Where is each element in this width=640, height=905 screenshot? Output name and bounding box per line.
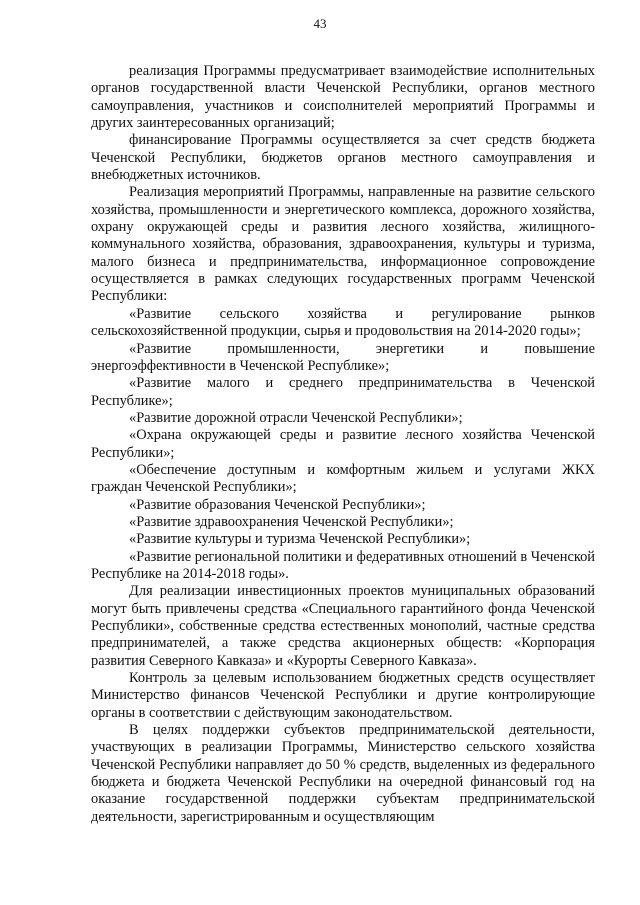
paragraph-program-interaction: реализация Программы предусматривает взаимодействие исполнительных органов государственной власти Чеченской Республики, органов местного самоуправления, участников и соисполнителей мероприятий Программы и других заинтересованных организаций; — [91, 63, 595, 132]
list-item-education-program: «Развитие образования Чеченской Республики»; — [129, 496, 426, 513]
paragraph-investment-funding: Для реализации инвестиционных проектов муниципальных образований могут быть привлечены средства «Специального гарантийного фонда Чеченской Республики», собственные средства естественных монополий, частные средства предпринимателей, а также средства акционерных обществ: «Корпорация развития Северного Кавказа» и «Курорты Северного Кавказа». — [91, 583, 595, 669]
list-item-culture-program: «Развитие культуры и туризма Чеченской Республики»; — [129, 531, 471, 548]
list-item-agriculture-program: «Развитие сельского хозяйства и регулирование рынков сельскохозяйственной продукции, сырья и продовольствия на 2014-2020 годы»; — [91, 305, 595, 340]
paragraph-program-implementation: Реализация мероприятий Программы, направленные на развитие сельского хозяйства, промышленности и энергетического комплекса, дорожного хозяйства, охрану окружающей среды и развития лесного хозяйства, жилищного-коммунального хозяйства, образования, здравоохранения, культуры и туризма, малого бизнеса и предпринимательства, информационное сопровождение осуществляется в рамках следующих государственных программ Чеченской Республики: — [91, 184, 595, 305]
paragraph-budget-control: Контроль за целевым использованием бюджетных средств осуществляет Министерство финансов Чеченской Республики и другие контролирующие органы в соответствии с действующим законодательством. — [91, 670, 595, 721]
body-text — [91, 63, 595, 826]
list-item-small-business-program: «Развитие малого и среднего предпринимательства в Чеченской Республике»; — [91, 375, 595, 409]
page-number: 43 — [313, 16, 327, 31]
paragraph-program-financing: финансирование Программы осуществляется за счет средств бюджета Чеченской Республики, бюджетов органов местного самоуправления и внебюджетных источников. — [91, 132, 595, 184]
paragraph-business-support: В целях поддержки субъектов предпринимательской деятельности, участвующих в реализации Программы, Министерство сельского хозяйства Чеченской Республики направляет до 50 % средств, выделенных из федерального бюджета и бюджета Чеченской Республики на очередной финансовый год на оказание государственной поддержки субъектам предпринимательской деятельности, зарегистрированным и осуществляющим — [91, 722, 595, 825]
list-item-road-program: «Развитие дорожной отрасли Чеченской Республики»; — [129, 409, 463, 426]
list-item-regional-policy-program: «Развитие региональной политики и федеративных отношений в Чеченской Республике на 2014-2018 годы». — [91, 548, 595, 582]
list-item-environment-program: «Охрана окружающей среды и развитие лесного хозяйства Чеченской Республики»; — [91, 427, 595, 461]
list-item-housing-program: «Обеспечение доступным и комфортным жильем и услугами ЖКХ граждан Чеченской Республики»; — [91, 461, 595, 496]
list-item-healthcare-program: «Развитие здравоохранения Чеченской Республики»; — [129, 513, 454, 530]
list-item-industry-program: «Развитие промышленности, энергетики и повышение энергоэффективности в Чеченской Республике»; — [91, 340, 595, 374]
